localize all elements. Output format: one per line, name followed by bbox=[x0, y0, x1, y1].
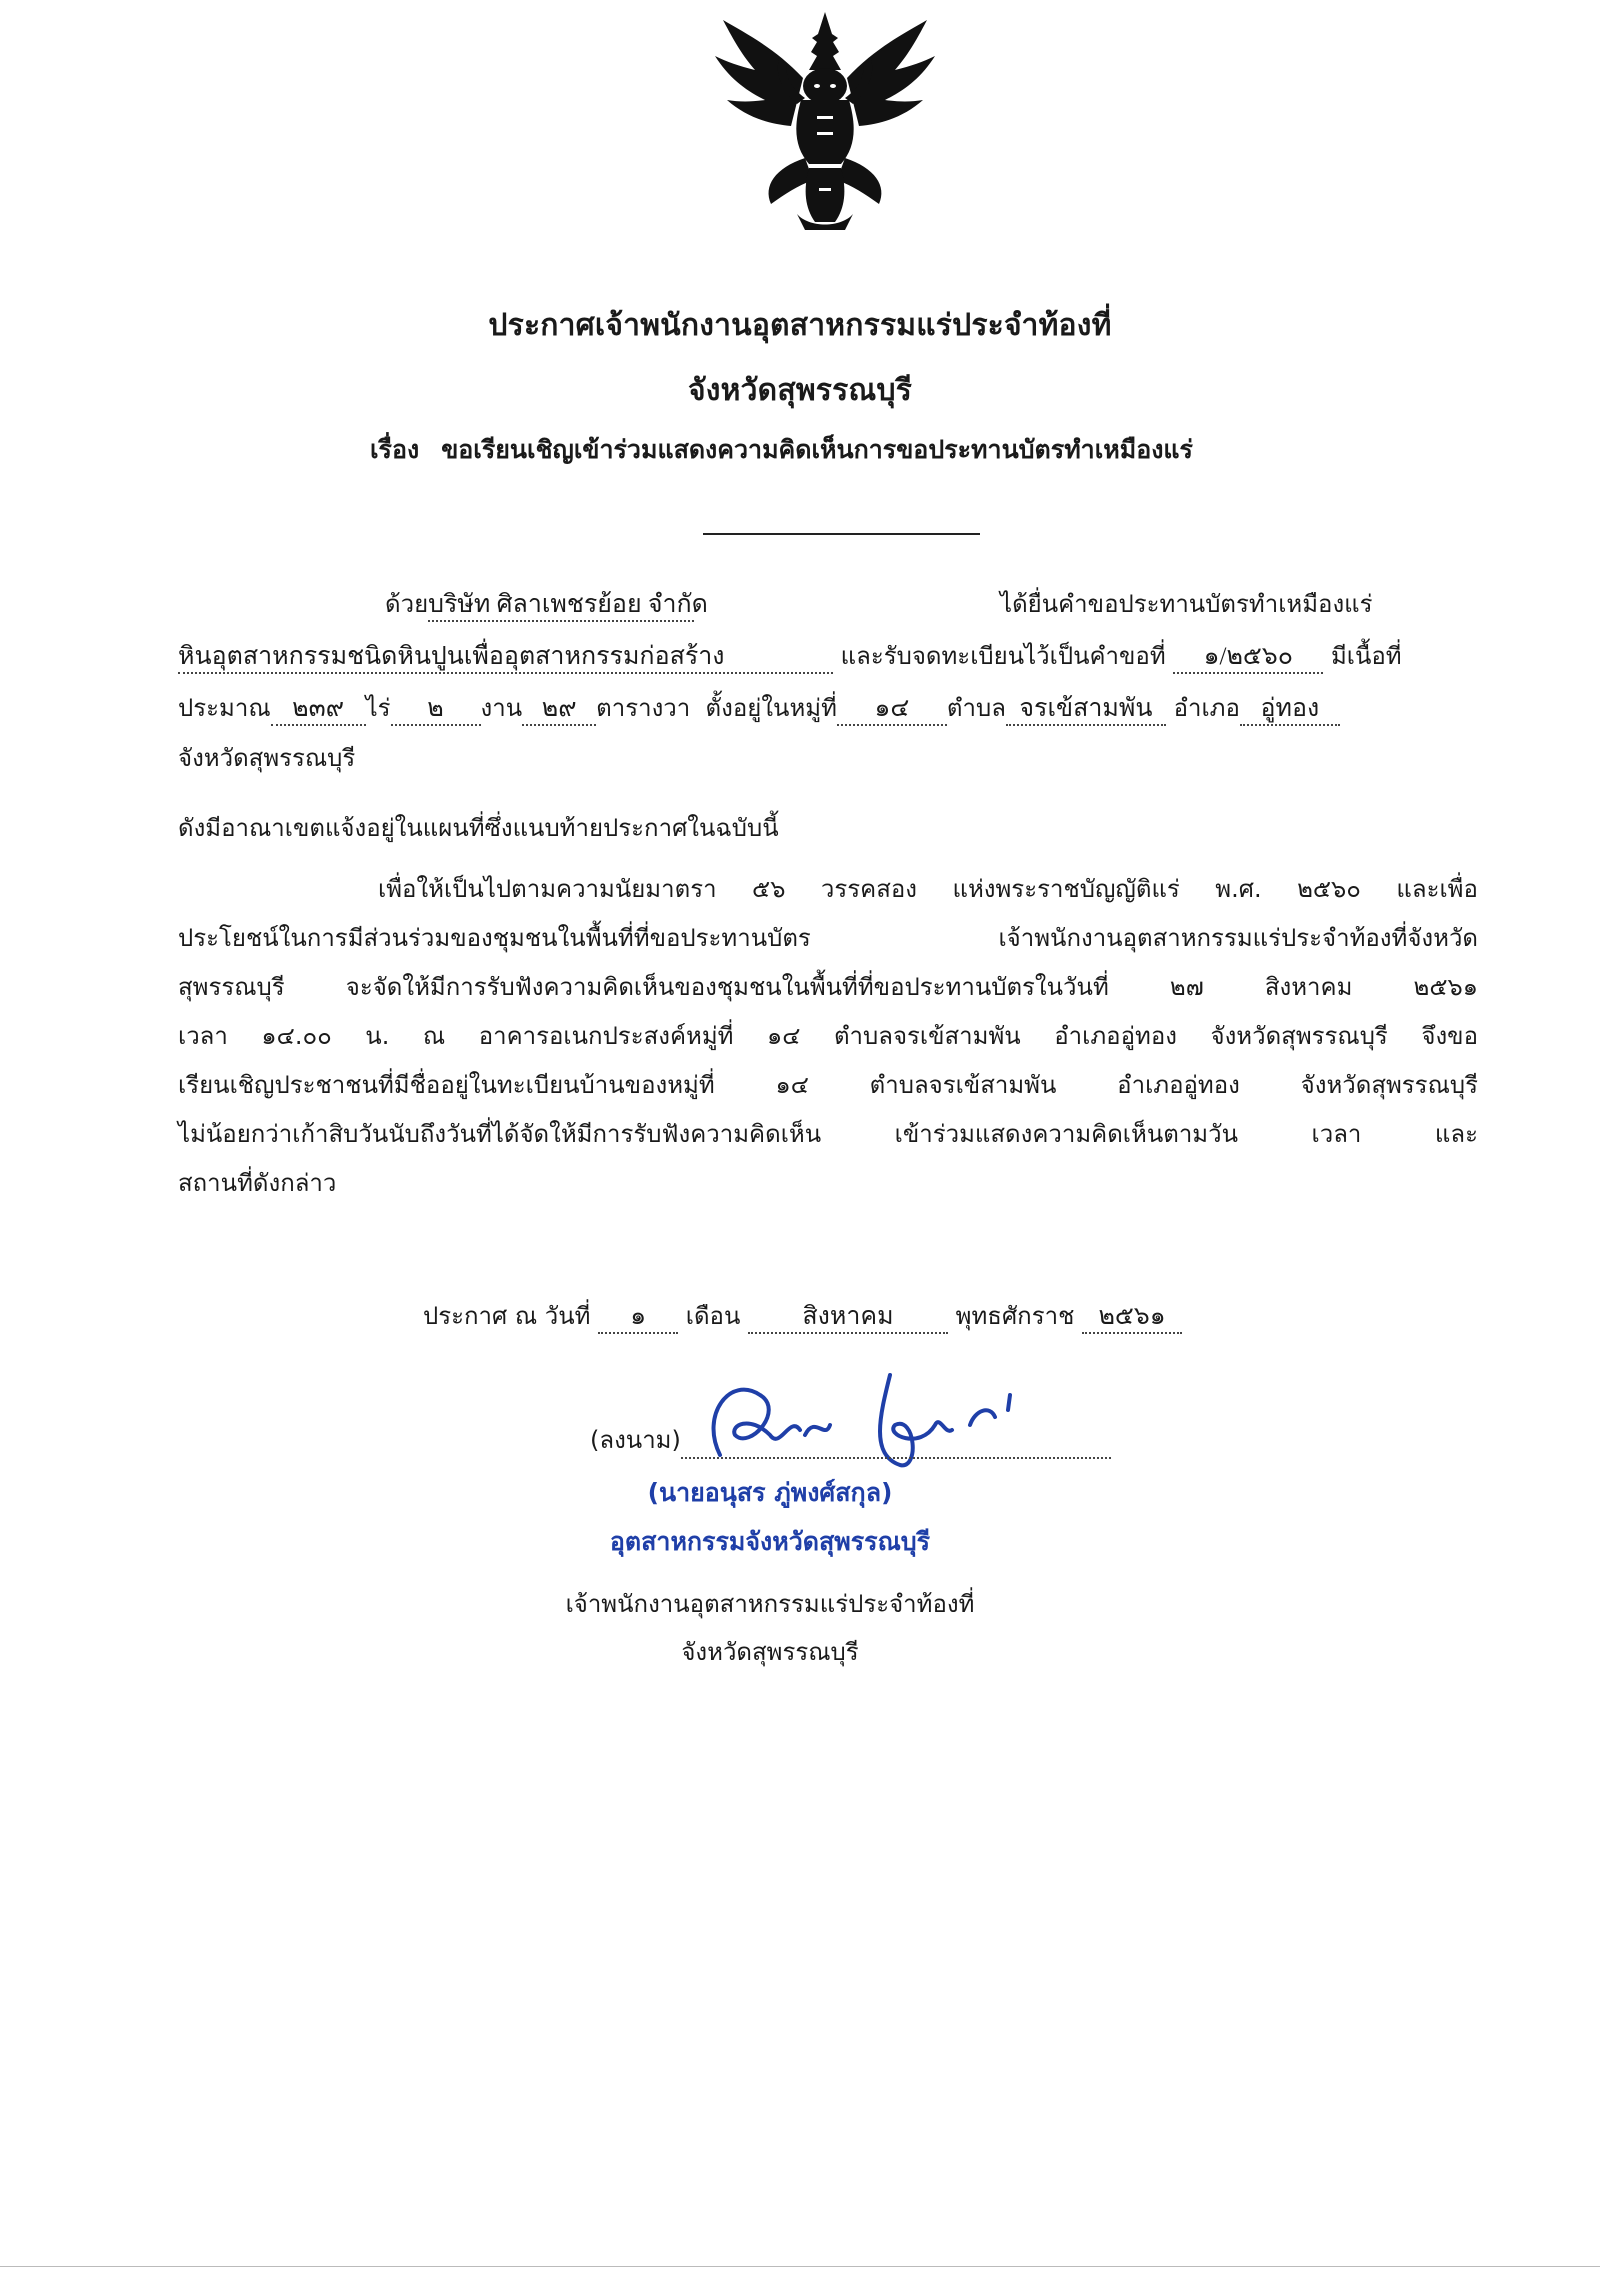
paragraph-word: ๒๗ bbox=[1169, 973, 1204, 1001]
tambon-label: ตำบล bbox=[946, 694, 1006, 722]
signature-dotted-line bbox=[681, 1433, 1111, 1459]
paragraph-word: จึงขอ bbox=[1421, 1022, 1478, 1050]
date-prefix: ประกาศ ณ วันที่ bbox=[423, 1302, 591, 1330]
paragraph-word: และ bbox=[1434, 1120, 1478, 1148]
wa-field: ๒๙ bbox=[522, 694, 596, 726]
moo-field: ๑๔ bbox=[837, 694, 947, 726]
paragraph-line bbox=[178, 1061, 1478, 1110]
paragraph-word: เรียนเชิญประชาชนที่มีชื่ออยู่ในทะเบียนบ้านของหมู่ที่ bbox=[178, 1071, 715, 1099]
paragraph-word: อำเภออู่ทอง bbox=[1054, 1022, 1177, 1050]
paragraph-word: จะจัดให้มีการรับฟังความคิดเห็นของชุมชนในพื้นที่ที่ขอประทานบัตรในวันที่ bbox=[345, 973, 1109, 1001]
body-line-3 bbox=[178, 688, 1340, 728]
subject-text: ขอเรียนเชิญเข้าร่วมแสดงความคิดเห็นการขอประทานบัตรทำเหมืองแร่ bbox=[441, 435, 1193, 464]
mineral-field: หินอุตสาหกรรมชนิดหินปูนเพื่ออุตสาหกรรมก่อสร้าง bbox=[178, 642, 833, 674]
paragraph-line bbox=[178, 1110, 1478, 1159]
paragraph-word: ตำบลจรเข้สามพัน bbox=[869, 1071, 1057, 1099]
signature-label: (ลงนาม) bbox=[590, 1426, 681, 1454]
paragraph-word: ๕๖ bbox=[752, 875, 786, 903]
wa-unit: ตารางวา bbox=[596, 694, 691, 722]
request-number-field: ๑/๒๕๖๐ bbox=[1173, 642, 1323, 674]
day-field: ๑ bbox=[598, 1302, 678, 1334]
company-field: บริษัท ศิลาเพชรย้อย จำกัด bbox=[428, 590, 694, 622]
signer-name-stamp: (นายอนุสร ภู่พงศ์สกุล) bbox=[647, 1478, 893, 1507]
rai-unit: ไร่ bbox=[365, 694, 391, 722]
paragraph-word: ๑๔.๐๐ bbox=[261, 1022, 332, 1050]
tambon-field: จรเข้สามพัน bbox=[1006, 694, 1166, 726]
paragraph-word: สถานที่ดังกล่าว bbox=[178, 1169, 337, 1197]
paragraph-word: อาคารอเนกประสงค์หมู่ที่ bbox=[478, 1022, 734, 1050]
subject-line bbox=[370, 430, 1193, 470]
paragraph-word: ๒๕๖๑ bbox=[1413, 973, 1478, 1001]
body-line-2 bbox=[178, 636, 1402, 676]
date-line bbox=[423, 1296, 1182, 1335]
province-line: จังหวัดสุพรรณบุรี bbox=[178, 744, 356, 772]
ngan-unit: งาน bbox=[480, 694, 523, 722]
month-label: เดือน bbox=[685, 1302, 741, 1330]
ngan-field: ๒ bbox=[391, 694, 481, 726]
subject-label: เรื่อง bbox=[370, 435, 420, 464]
paragraph-word: เวลา bbox=[1311, 1120, 1362, 1148]
line1-prefix: ด้วย bbox=[385, 590, 429, 618]
paragraph-line bbox=[178, 963, 1478, 1012]
moo-label: ตั้งอยู่ในหมู่ที่ bbox=[705, 694, 837, 722]
year-label: พุทธศักราช bbox=[955, 1302, 1075, 1330]
signer-position: เจ้าพนักงานอุตสาหกรรมแร่ประจำท้องที่ bbox=[565, 1590, 975, 1618]
announcement-province: จังหวัดสุพรรณบุรี bbox=[687, 373, 913, 408]
paragraph-word: และเพื่อ bbox=[1396, 875, 1478, 903]
paragraph-word: พ.ศ. bbox=[1215, 875, 1262, 903]
paragraph-word: น. bbox=[365, 1022, 390, 1050]
announcement-title: ประกาศเจ้าพนักงานอุตสาหกรรมแร่ประจำท้องที่ bbox=[488, 308, 1112, 343]
line2-mid: และรับจดทะเบียนไว้เป็นคำขอที่ bbox=[840, 642, 1166, 670]
paragraph-word: แห่งพระราชบัญญัติแร่ bbox=[952, 875, 1180, 903]
month-field: สิงหาคม bbox=[748, 1302, 948, 1334]
garuda-emblem-icon bbox=[705, 8, 945, 233]
paragraph-line bbox=[178, 914, 1478, 963]
paragraph-word: สุพรรณบุรี bbox=[178, 973, 285, 1001]
paragraph-word: จังหวัดสุพรรณบุรี bbox=[1300, 1071, 1478, 1099]
title-divider bbox=[703, 533, 980, 535]
line1-suffix: ได้ยื่นคำขอประทานบัตรทำเหมืองแร่ bbox=[1000, 590, 1373, 618]
paragraph-line bbox=[178, 1159, 1478, 1208]
paragraph-word: ประโยชน์ในการมีส่วนร่วมของชุมชนในพื้นที่ที่ขอประทานบัตร bbox=[178, 924, 811, 952]
paragraph-word: ๒๕๖๐ bbox=[1297, 875, 1361, 903]
body-line-1 bbox=[385, 584, 1373, 624]
paragraph-word: วรรคสอง bbox=[820, 875, 917, 903]
paragraph-word: เข้าร่วมแสดงความคิดเห็นตามวัน bbox=[894, 1120, 1238, 1148]
paragraph-word: ณ bbox=[422, 1022, 446, 1050]
scan-bottom-edge bbox=[0, 2266, 1600, 2267]
paragraph-line bbox=[178, 865, 1478, 914]
paragraph-word: ๑๔ bbox=[775, 1071, 809, 1099]
rai-field: ๒๓๙ bbox=[271, 694, 366, 726]
paragraph-word: เวลา bbox=[178, 1022, 228, 1050]
signature-line bbox=[590, 1420, 1111, 1459]
paragraph-word: เจ้าพนักงานอุตสาหกรรมแร่ประจำท้องที่จังหวัด bbox=[998, 924, 1478, 952]
paragraph-word: สิงหาคม bbox=[1264, 973, 1353, 1001]
approx-label: ประมาณ bbox=[178, 694, 271, 722]
paragraph-word: ๑๔ bbox=[767, 1022, 801, 1050]
paragraph-word: จังหวัดสุพรรณบุรี bbox=[1210, 1022, 1388, 1050]
paragraph-word: ไม่น้อยกว่าเก้าสิบวันนับถึงวันที่ได้จัดให้มีการรับฟังความคิดเห็น bbox=[178, 1120, 822, 1148]
map-reference-line: ดังมีอาณาเขตแจ้งอยู่ในแผนที่ซึ่งแนบท้ายประกาศในฉบับนี้ bbox=[178, 814, 779, 842]
paragraph-word: ตำบลจรเข้สามพัน bbox=[833, 1022, 1021, 1050]
main-paragraph bbox=[178, 865, 1478, 1208]
year-field: ๒๕๖๑ bbox=[1082, 1302, 1182, 1334]
paragraph-line bbox=[178, 1012, 1478, 1061]
paragraph-word: อำเภออู่ทอง bbox=[1117, 1071, 1240, 1099]
signer-office-stamp: อุตสาหกรรมจังหวัดสุพรรณบุรี bbox=[609, 1527, 931, 1556]
paragraph-word: เพื่อให้เป็นไปตามความนัยมาตรา bbox=[378, 875, 717, 903]
amphoe-field: อู่ทอง bbox=[1240, 694, 1340, 726]
amphoe-label: อำเภอ bbox=[1173, 694, 1240, 722]
signer-province: จังหวัดสุพรรณบุรี bbox=[681, 1638, 859, 1666]
line2-suffix: มีเนื้อที่ bbox=[1330, 642, 1402, 670]
